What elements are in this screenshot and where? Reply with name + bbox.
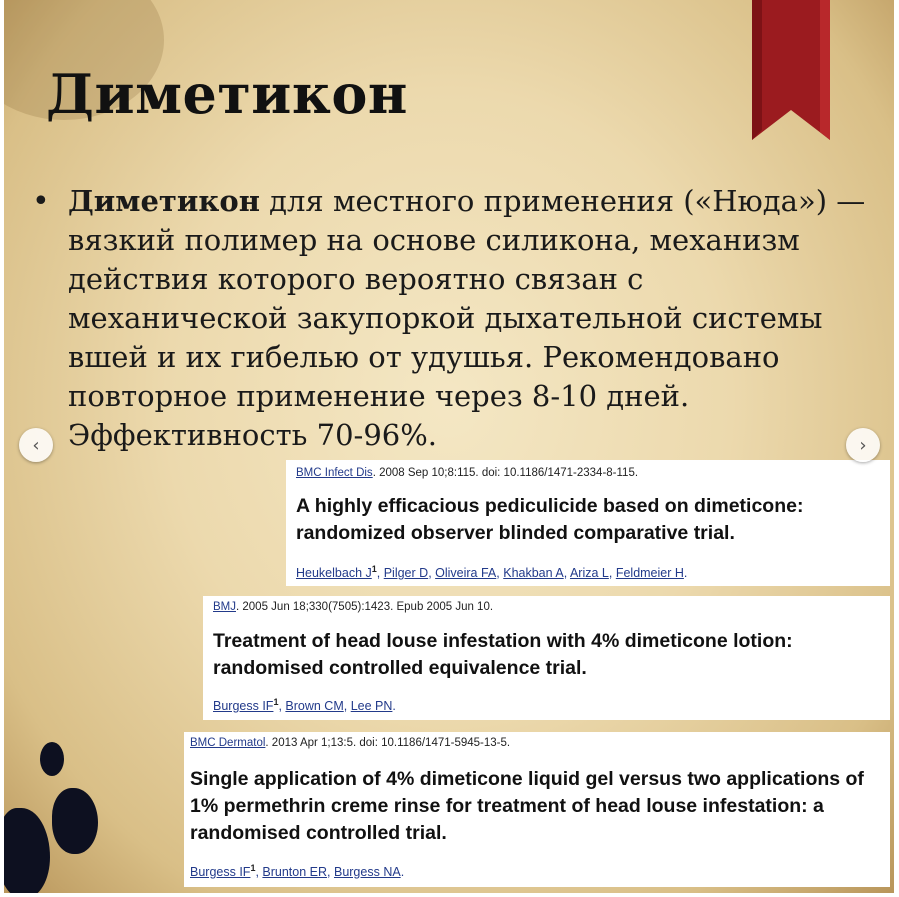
article-title: Single application of 4% dimeticone liquid gel versus two applications of 1% permethrin creme rinse for treatment of head louse infestation: a randomised controlled trial. bbox=[190, 768, 864, 844]
citation-meta bbox=[213, 601, 493, 613]
citation-card-2 bbox=[203, 596, 890, 720]
chevron-right-icon: › bbox=[859, 434, 867, 456]
author-link[interactable]: Lee PN bbox=[350, 699, 393, 714]
author-link[interactable]: Burgess IF bbox=[213, 699, 274, 714]
ink-blot bbox=[40, 742, 64, 776]
citation-details: . 2013 Apr 1;13:5. doi: 10.1186/1471-5945-13-5. bbox=[265, 737, 511, 749]
citation-meta bbox=[190, 737, 510, 749]
citation-details: . 2008 Sep 10;8:115. doi: 10.1186/1471-2334-8-115. bbox=[372, 467, 639, 479]
journal-link[interactable]: BMC Infect Dis bbox=[296, 467, 373, 479]
bullet-body: для местного применения («Нюда») — вязкий полимер на основе силикона, механизм действия которого вероятно связан с механической закупоркой дыхательной системы вшей и их гибелью от удушья. Рекомендовано повторное применение через 8-10 дней. Эффективность 70-96%. bbox=[68, 184, 866, 452]
article-title: A highly efficacious pediculicide based on dimeticone: randomized observer blinded comparative trial. bbox=[296, 495, 804, 544]
slide-title: Диметикон bbox=[46, 62, 408, 126]
author-link[interactable]: Heukelbach J bbox=[296, 566, 372, 581]
author-link[interactable]: Feldmeier H bbox=[615, 566, 684, 581]
author-list: Burgess $IF^1$, Brown CM, Lee PN. bbox=[213, 697, 396, 714]
carousel-next-button[interactable] bbox=[846, 428, 880, 462]
author-list: Heukelbach $J^1$, Pilger D, Oliveira FA, Khakban A, Ariza L, Feldmeier H. bbox=[296, 564, 688, 581]
bookmark-ribbon bbox=[752, 0, 830, 140]
journal-link[interactable]: BMC Dermatol bbox=[190, 737, 266, 749]
bullet-icon: • bbox=[32, 184, 50, 219]
author-link[interactable]: Pilger D bbox=[383, 566, 429, 581]
citation-card-1 bbox=[286, 460, 890, 586]
bullet-bold-term: Диметикон bbox=[68, 184, 260, 218]
affiliation-marker: 1 bbox=[273, 697, 279, 707]
chevron-left-icon: ‹ bbox=[32, 434, 40, 456]
affiliation-marker: 1 bbox=[371, 564, 377, 574]
ink-blot bbox=[52, 788, 98, 854]
author-link[interactable]: Khakban A bbox=[503, 566, 564, 581]
bullet-text bbox=[68, 182, 868, 455]
author-link[interactable]: Brunton ER bbox=[262, 865, 328, 880]
author-link[interactable]: Oliveira FA bbox=[435, 566, 497, 581]
slide bbox=[4, 0, 894, 893]
author-link[interactable]: Burgess IF bbox=[190, 865, 251, 880]
author-link[interactable]: Burgess NA bbox=[333, 865, 401, 880]
author-list: Burgess $IF^1$, Brunton ER, Burgess NA. bbox=[190, 863, 405, 880]
ink-blot bbox=[4, 808, 50, 893]
citation-card-3 bbox=[184, 732, 890, 887]
article-title: Treatment of head louse infestation with 4% dimeticone lotion: randomised controlled equivalence trial. bbox=[213, 630, 793, 679]
citation-meta bbox=[296, 467, 638, 479]
carousel-prev-button[interactable] bbox=[19, 428, 53, 462]
author-link[interactable]: Brown CM bbox=[285, 699, 344, 714]
journal-link[interactable]: BMJ bbox=[213, 601, 236, 613]
citation-details: . 2005 Jun 18;330(7505):1423. Epub 2005 Jun 10. bbox=[236, 601, 494, 613]
author-link[interactable]: Ariza L bbox=[569, 566, 609, 581]
affiliation-marker: 1 bbox=[250, 863, 256, 873]
